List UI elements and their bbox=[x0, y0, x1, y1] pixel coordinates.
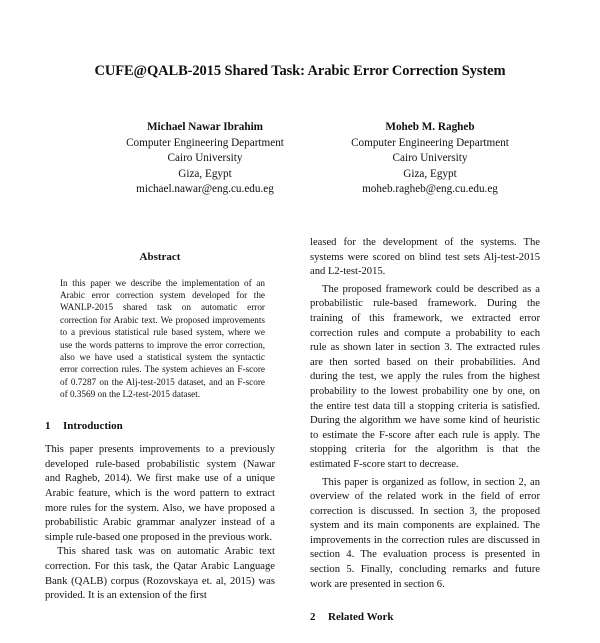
right-column bbox=[310, 236, 540, 635]
section-heading-related-work bbox=[310, 610, 540, 625]
body-paragraph: This paper is organized as follow, in section 2, an overview of the related work in the field of error correction is discussed. In section 3, the proposed system and its main components are explained. The improvements in the correction rules are discussed in section 4. The evaluation process is presented in section 5. Finally, concluding remarks and future work are presented in section 6. bbox=[310, 476, 540, 590]
introduction-paragraph-clip bbox=[45, 545, 275, 643]
author-name: Moheb M. Ragheb bbox=[385, 121, 475, 133]
author-university: Cairo University bbox=[392, 152, 468, 164]
abstract-heading: Abstract bbox=[139, 251, 181, 263]
author-department: Computer Engineering Department bbox=[351, 136, 509, 149]
author-name: Michael Nawar Ibrahim bbox=[146, 121, 263, 133]
body-paragraph: The proposed framework could be described as a probabilistic rule-based framework. During the training of this framework, we extracted error correction rules and compute a probability to each rule as shown later in section 3. The extracted rules are then sorted based on their probabilities. And during the test, we apply the rules from the highest probability to the lowest probability one by one, on the entire test data till a stopping criteria is satisfied. During the algorithm we have some kind of heuristic to estimate the F-score after each rule is apply. The stopping criteria for the algorithm is that the estimated F-score start to decrease. bbox=[310, 283, 540, 470]
section-heading-introduction bbox=[45, 419, 275, 434]
author-block bbox=[95, 120, 315, 198]
author-location: Giza, Egypt bbox=[178, 167, 232, 180]
paper-title: CUFE@QALB-2015 Shared Task: Arabic Error Correction System bbox=[94, 63, 506, 79]
section-number: 2 bbox=[310, 611, 316, 624]
author-location: Giza, Egypt bbox=[403, 167, 457, 180]
author-university: Cairo University bbox=[167, 152, 243, 164]
abstract-text: In this paper we describe the implementation of an Arabic error correction system developed for the WANLP-2015 shared task on automatic error correction for Arabic text. We proposed improvements to a previous statistical rule based system, where we use the words patterns to improve the error correction, also we have used a statistical system the syntactic error correction rules. The system achieves an F-score of 0.7287 on the Alj-test-2015 dataset, and an F-score of 0.3569 on the L2-test-2015 dataset. bbox=[60, 277, 265, 400]
left-column bbox=[45, 250, 275, 643]
introduction-paragraph: This shared task was on automatic Arabic text correction. For this task, the Qatar Arabic Language Bank (QALB) corpus (Rozovskaya et. al, 2015) was provided. It is an extension of the first bbox=[45, 546, 275, 602]
author-email: moheb.ragheb@eng.cu.edu.eg bbox=[362, 183, 498, 195]
introduction-paragraph: This paper presents improvements to a previously developed rule-based probabilistic system (Nawar and Ragheb, 2014). We first make use of a unique Arabic feature, which is the word pattern to extract more rules for the system. Also, we have proposed a probabilistic Arabic grammar analyzer instead of a simple rule-based one proposed in the previous work. bbox=[45, 444, 275, 543]
author-block bbox=[320, 120, 540, 198]
author-department: Computer Engineering Department bbox=[126, 136, 284, 149]
section-title: Related Work bbox=[328, 611, 394, 624]
body-paragraph: leased for the development of the systems. The systems were scored on blind test sets Alj-test-2015 and L2-test-2015. bbox=[310, 237, 540, 278]
author-email: michael.nawar@eng.cu.edu.eg bbox=[136, 183, 274, 195]
section-title: Introduction bbox=[63, 419, 123, 432]
section-number: 1 bbox=[45, 419, 51, 432]
